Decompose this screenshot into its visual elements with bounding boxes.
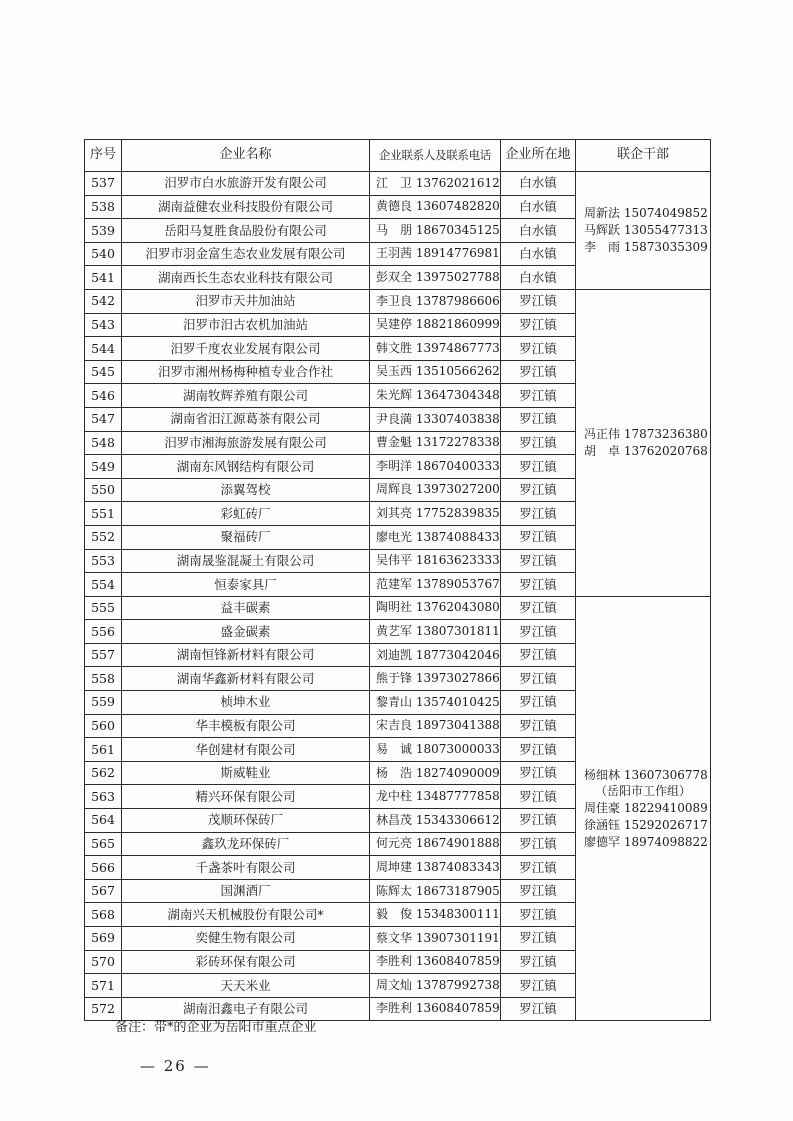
row-number: 571 <box>85 974 122 998</box>
enterprise-location: 罗江镇 <box>501 573 576 597</box>
enterprise-name: 汨罗市湘州杨梅种植专业合作社 <box>122 360 370 384</box>
enterprise-location: 罗江镇 <box>501 549 576 573</box>
enterprise-location: 罗江镇 <box>501 407 576 431</box>
row-number: 567 <box>85 879 122 903</box>
enterprise-location: 罗江镇 <box>501 596 576 620</box>
enterprise-name: 湖南晟鉴混凝土有限公司 <box>122 549 370 573</box>
enterprise-name: 湖南东风钢结构有限公司 <box>122 455 370 479</box>
contact-person-phone: 李胜利 13608407859 <box>370 997 501 1021</box>
contact-person-phone: 韩文胜 13974867773 <box>370 337 501 361</box>
contact-person-phone: 刘迪凯 18773042046 <box>370 643 501 667</box>
enterprise-location: 白水镇 <box>501 172 576 196</box>
enterprise-location: 罗江镇 <box>501 950 576 974</box>
enterprise-location: 罗江镇 <box>501 384 576 408</box>
enterprise-name: 恒泰家具厂 <box>122 573 370 597</box>
header-cadre: 联企干部 <box>576 140 711 172</box>
enterprise-location: 罗江镇 <box>501 289 576 313</box>
cadre-line: 周新法 15074049852 <box>584 206 708 221</box>
enterprise-name: 岳阳马复胜食品股份有限公司 <box>122 219 370 243</box>
enterprise-name: 华丰模板有限公司 <box>122 714 370 738</box>
cadre-line: 周佳豪 18229410089 <box>584 801 708 816</box>
row-number: 538 <box>85 195 122 219</box>
row-number: 569 <box>85 927 122 951</box>
contact-person-phone: 黄艺军 13807301811 <box>370 620 501 644</box>
contact-person-phone: 陈辉太 18673187905 <box>370 879 501 903</box>
cadre-line: 杨细林 13607306778 <box>584 767 708 782</box>
enterprise-name: 聚福砖厂 <box>122 525 370 549</box>
row-number: 546 <box>85 384 122 408</box>
enterprise-location: 白水镇 <box>501 219 576 243</box>
contact-person-phone: 易 诚 18073000033 <box>370 738 501 762</box>
enterprise-location: 罗江镇 <box>501 714 576 738</box>
enterprise-name: 天天米业 <box>122 974 370 998</box>
enterprise-location: 白水镇 <box>501 195 576 219</box>
enterprise-name: 国渊酒厂 <box>122 879 370 903</box>
enterprise-location: 罗江镇 <box>501 431 576 455</box>
row-number: 542 <box>85 289 122 313</box>
enterprise-location: 罗江镇 <box>501 997 576 1021</box>
row-number: 566 <box>85 856 122 880</box>
enterprise-name: 茂顺环保砖厂 <box>122 809 370 833</box>
liaison-cadre-group <box>576 172 711 290</box>
contact-person-phone: 李卫良 13787986606 <box>370 289 501 313</box>
cadre-line: 廖德罕 18974098822 <box>584 834 708 849</box>
row-number: 547 <box>85 407 122 431</box>
cadre-line: 冯正伟 17873236380 <box>584 427 708 442</box>
contact-person-phone: 曹金魁 13172278338 <box>370 431 501 455</box>
enterprise-location: 罗江镇 <box>501 643 576 667</box>
cadre-line: 徐涵钰 15292026717 <box>584 817 708 832</box>
enterprise-name: 湖南恒锋新材料有限公司 <box>122 643 370 667</box>
cadre-line: 胡 卓 13762020768 <box>584 443 708 458</box>
enterprise-name: 斯威鞋业 <box>122 761 370 785</box>
enterprise-name: 益丰碳素 <box>122 596 370 620</box>
enterprise-name: 精兴环保有限公司 <box>122 785 370 809</box>
footnote: 备注：带*的企业为岳阳市重点企业 <box>115 1020 317 1035</box>
cadre-line: 李 雨 15873035309 <box>584 239 708 254</box>
enterprise-name: 添翼驾校 <box>122 478 370 502</box>
enterprise-location: 罗江镇 <box>501 761 576 785</box>
contact-person-phone: 杨 浩 18274090009 <box>370 761 501 785</box>
header-name: 企业名称 <box>122 140 370 172</box>
contact-person-phone: 何元亮 18674901888 <box>370 832 501 856</box>
page-number: — 26 — <box>140 1057 211 1075</box>
enterprise-name: 湖南汨鑫电子有限公司 <box>122 997 370 1021</box>
enterprise-name: 桢坤木业 <box>122 691 370 715</box>
header-contact: 企业联系人及联系电话 <box>370 140 501 172</box>
row-number: 560 <box>85 714 122 738</box>
row-number: 568 <box>85 903 122 927</box>
enterprise-location: 罗江镇 <box>501 974 576 998</box>
enterprise-table <box>84 139 711 1021</box>
row-number: 537 <box>85 172 122 196</box>
enterprise-location: 罗江镇 <box>501 337 576 361</box>
enterprise-name: 汨罗市羽金富生态农业发展有限公司 <box>122 242 370 266</box>
row-number: 543 <box>85 313 122 337</box>
contact-person-phone: 李胜利 13608407859 <box>370 950 501 974</box>
contact-person-phone: 周坤建 13874083343 <box>370 856 501 880</box>
row-number: 558 <box>85 667 122 691</box>
contact-person-phone: 蔡文华 13907301191 <box>370 927 501 951</box>
contact-person-phone: 吴玉西 13510566262 <box>370 360 501 384</box>
cadre-line: 马辉跃 13055477313 <box>584 223 708 238</box>
contact-person-phone: 吴伟平 18163623333 <box>370 549 501 573</box>
enterprise-location: 罗江镇 <box>501 809 576 833</box>
row-number: 561 <box>85 738 122 762</box>
enterprise-location: 罗江镇 <box>501 620 576 644</box>
contact-person-phone: 毅 俊 15348300111 <box>370 903 501 927</box>
contact-person-phone: 黎青山 13574010425 <box>370 691 501 715</box>
contact-person-phone: 熊于锋 13973027866 <box>370 667 501 691</box>
enterprise-location: 罗江镇 <box>501 313 576 337</box>
row-number: 563 <box>85 785 122 809</box>
contact-person-phone: 范建军 13789053767 <box>370 573 501 597</box>
enterprise-name: 湖南牧辉养殖有限公司 <box>122 384 370 408</box>
row-number: 557 <box>85 643 122 667</box>
enterprise-location: 罗江镇 <box>501 879 576 903</box>
contact-person-phone: 陶明社 13762043080 <box>370 596 501 620</box>
contact-person-phone: 朱光辉 13647304348 <box>370 384 501 408</box>
row-number: 559 <box>85 691 122 715</box>
contact-person-phone: 王羽茜 18914776981 <box>370 242 501 266</box>
row-number: 556 <box>85 620 122 644</box>
row-number: 539 <box>85 219 122 243</box>
enterprise-name: 盛金碳素 <box>122 620 370 644</box>
row-number: 544 <box>85 337 122 361</box>
contact-person-phone: 黄德良 13607482820 <box>370 195 501 219</box>
row-number: 550 <box>85 478 122 502</box>
row-number: 570 <box>85 950 122 974</box>
enterprise-location: 罗江镇 <box>501 691 576 715</box>
enterprise-location: 罗江镇 <box>501 667 576 691</box>
row-number: 553 <box>85 549 122 573</box>
enterprise-name: 彩虹砖厂 <box>122 502 370 526</box>
table-header-row <box>85 140 711 172</box>
enterprise-location: 罗江镇 <box>501 856 576 880</box>
row-number: 552 <box>85 525 122 549</box>
contact-person-phone: 刘其亮 17752839835 <box>370 502 501 526</box>
header-location: 企业所在地 <box>501 140 576 172</box>
enterprise-location: 罗江镇 <box>501 903 576 927</box>
liaison-cadre-group <box>576 289 711 596</box>
row-number: 551 <box>85 502 122 526</box>
enterprise-name: 彩砖环保有限公司 <box>122 950 370 974</box>
cadre-line: （岳阳市工作组） <box>594 784 691 799</box>
enterprise-location: 罗江镇 <box>501 832 576 856</box>
contact-person-phone: 李明洋 18670400333 <box>370 455 501 479</box>
row-number: 548 <box>85 431 122 455</box>
enterprise-name: 汨罗市汨古农机加油站 <box>122 313 370 337</box>
contact-person-phone: 尹良満 13307403838 <box>370 407 501 431</box>
row-number: 565 <box>85 832 122 856</box>
row-number: 564 <box>85 809 122 833</box>
table-row <box>85 596 711 620</box>
enterprise-name: 汨罗市天井加油站 <box>122 289 370 313</box>
contact-person-phone: 廖电光 13874088433 <box>370 525 501 549</box>
contact-person-phone: 周文灿 13787992738 <box>370 974 501 998</box>
row-number: 554 <box>85 573 122 597</box>
contact-person-phone: 彭双全 13975027788 <box>370 266 501 290</box>
row-number: 540 <box>85 242 122 266</box>
contact-person-phone: 林昌茂 15343306612 <box>370 809 501 833</box>
enterprise-location: 罗江镇 <box>501 502 576 526</box>
contact-person-phone: 马 朋 18670345125 <box>370 219 501 243</box>
enterprise-name: 湖南省汨江源葛茶有限公司 <box>122 407 370 431</box>
enterprise-name: 鑫玖龙环保砖厂 <box>122 832 370 856</box>
table-row <box>85 289 711 313</box>
contact-person-phone: 吴建停 18821860999 <box>370 313 501 337</box>
enterprise-location: 罗江镇 <box>501 738 576 762</box>
row-number: 562 <box>85 761 122 785</box>
row-number: 545 <box>85 360 122 384</box>
enterprise-name: 湖南西长生态农业科技有限公司 <box>122 266 370 290</box>
table-row <box>85 172 711 196</box>
enterprise-location: 罗江镇 <box>501 360 576 384</box>
enterprise-location: 罗江镇 <box>501 785 576 809</box>
enterprise-location: 白水镇 <box>501 266 576 290</box>
enterprise-name: 千盏茶叶有限公司 <box>122 856 370 880</box>
enterprise-name: 汨罗千度农业发展有限公司 <box>122 337 370 361</box>
table-body <box>85 172 711 1021</box>
enterprise-location: 罗江镇 <box>501 525 576 549</box>
header-no: 序号 <box>85 140 122 172</box>
enterprise-name: 湖南益健农业科技股份有限公司 <box>122 195 370 219</box>
enterprise-location: 罗江镇 <box>501 455 576 479</box>
enterprise-location: 罗江镇 <box>501 927 576 951</box>
row-number: 555 <box>85 596 122 620</box>
enterprise-name: 汨罗市白水旅游开发有限公司 <box>122 172 370 196</box>
enterprise-name: 奕健生物有限公司 <box>122 927 370 951</box>
enterprise-name: 汨罗市湘海旅游发展有限公司 <box>122 431 370 455</box>
contact-person-phone: 江 卫 13762021612 <box>370 172 501 196</box>
enterprise-location: 罗江镇 <box>501 478 576 502</box>
row-number: 541 <box>85 266 122 290</box>
enterprise-location: 白水镇 <box>501 242 576 266</box>
contact-person-phone: 周辉良 13973027200 <box>370 478 501 502</box>
liaison-cadre-group <box>576 596 711 1021</box>
enterprise-name: 湖南华鑫新材料有限公司 <box>122 667 370 691</box>
contact-person-phone: 龙中柱 13487777858 <box>370 785 501 809</box>
enterprise-name: 华创建材有限公司 <box>122 738 370 762</box>
row-number: 549 <box>85 455 122 479</box>
enterprise-name: 湖南兴天机械股份有限公司* <box>122 903 370 927</box>
row-number: 572 <box>85 997 122 1021</box>
contact-person-phone: 宋吉良 18973041388 <box>370 714 501 738</box>
